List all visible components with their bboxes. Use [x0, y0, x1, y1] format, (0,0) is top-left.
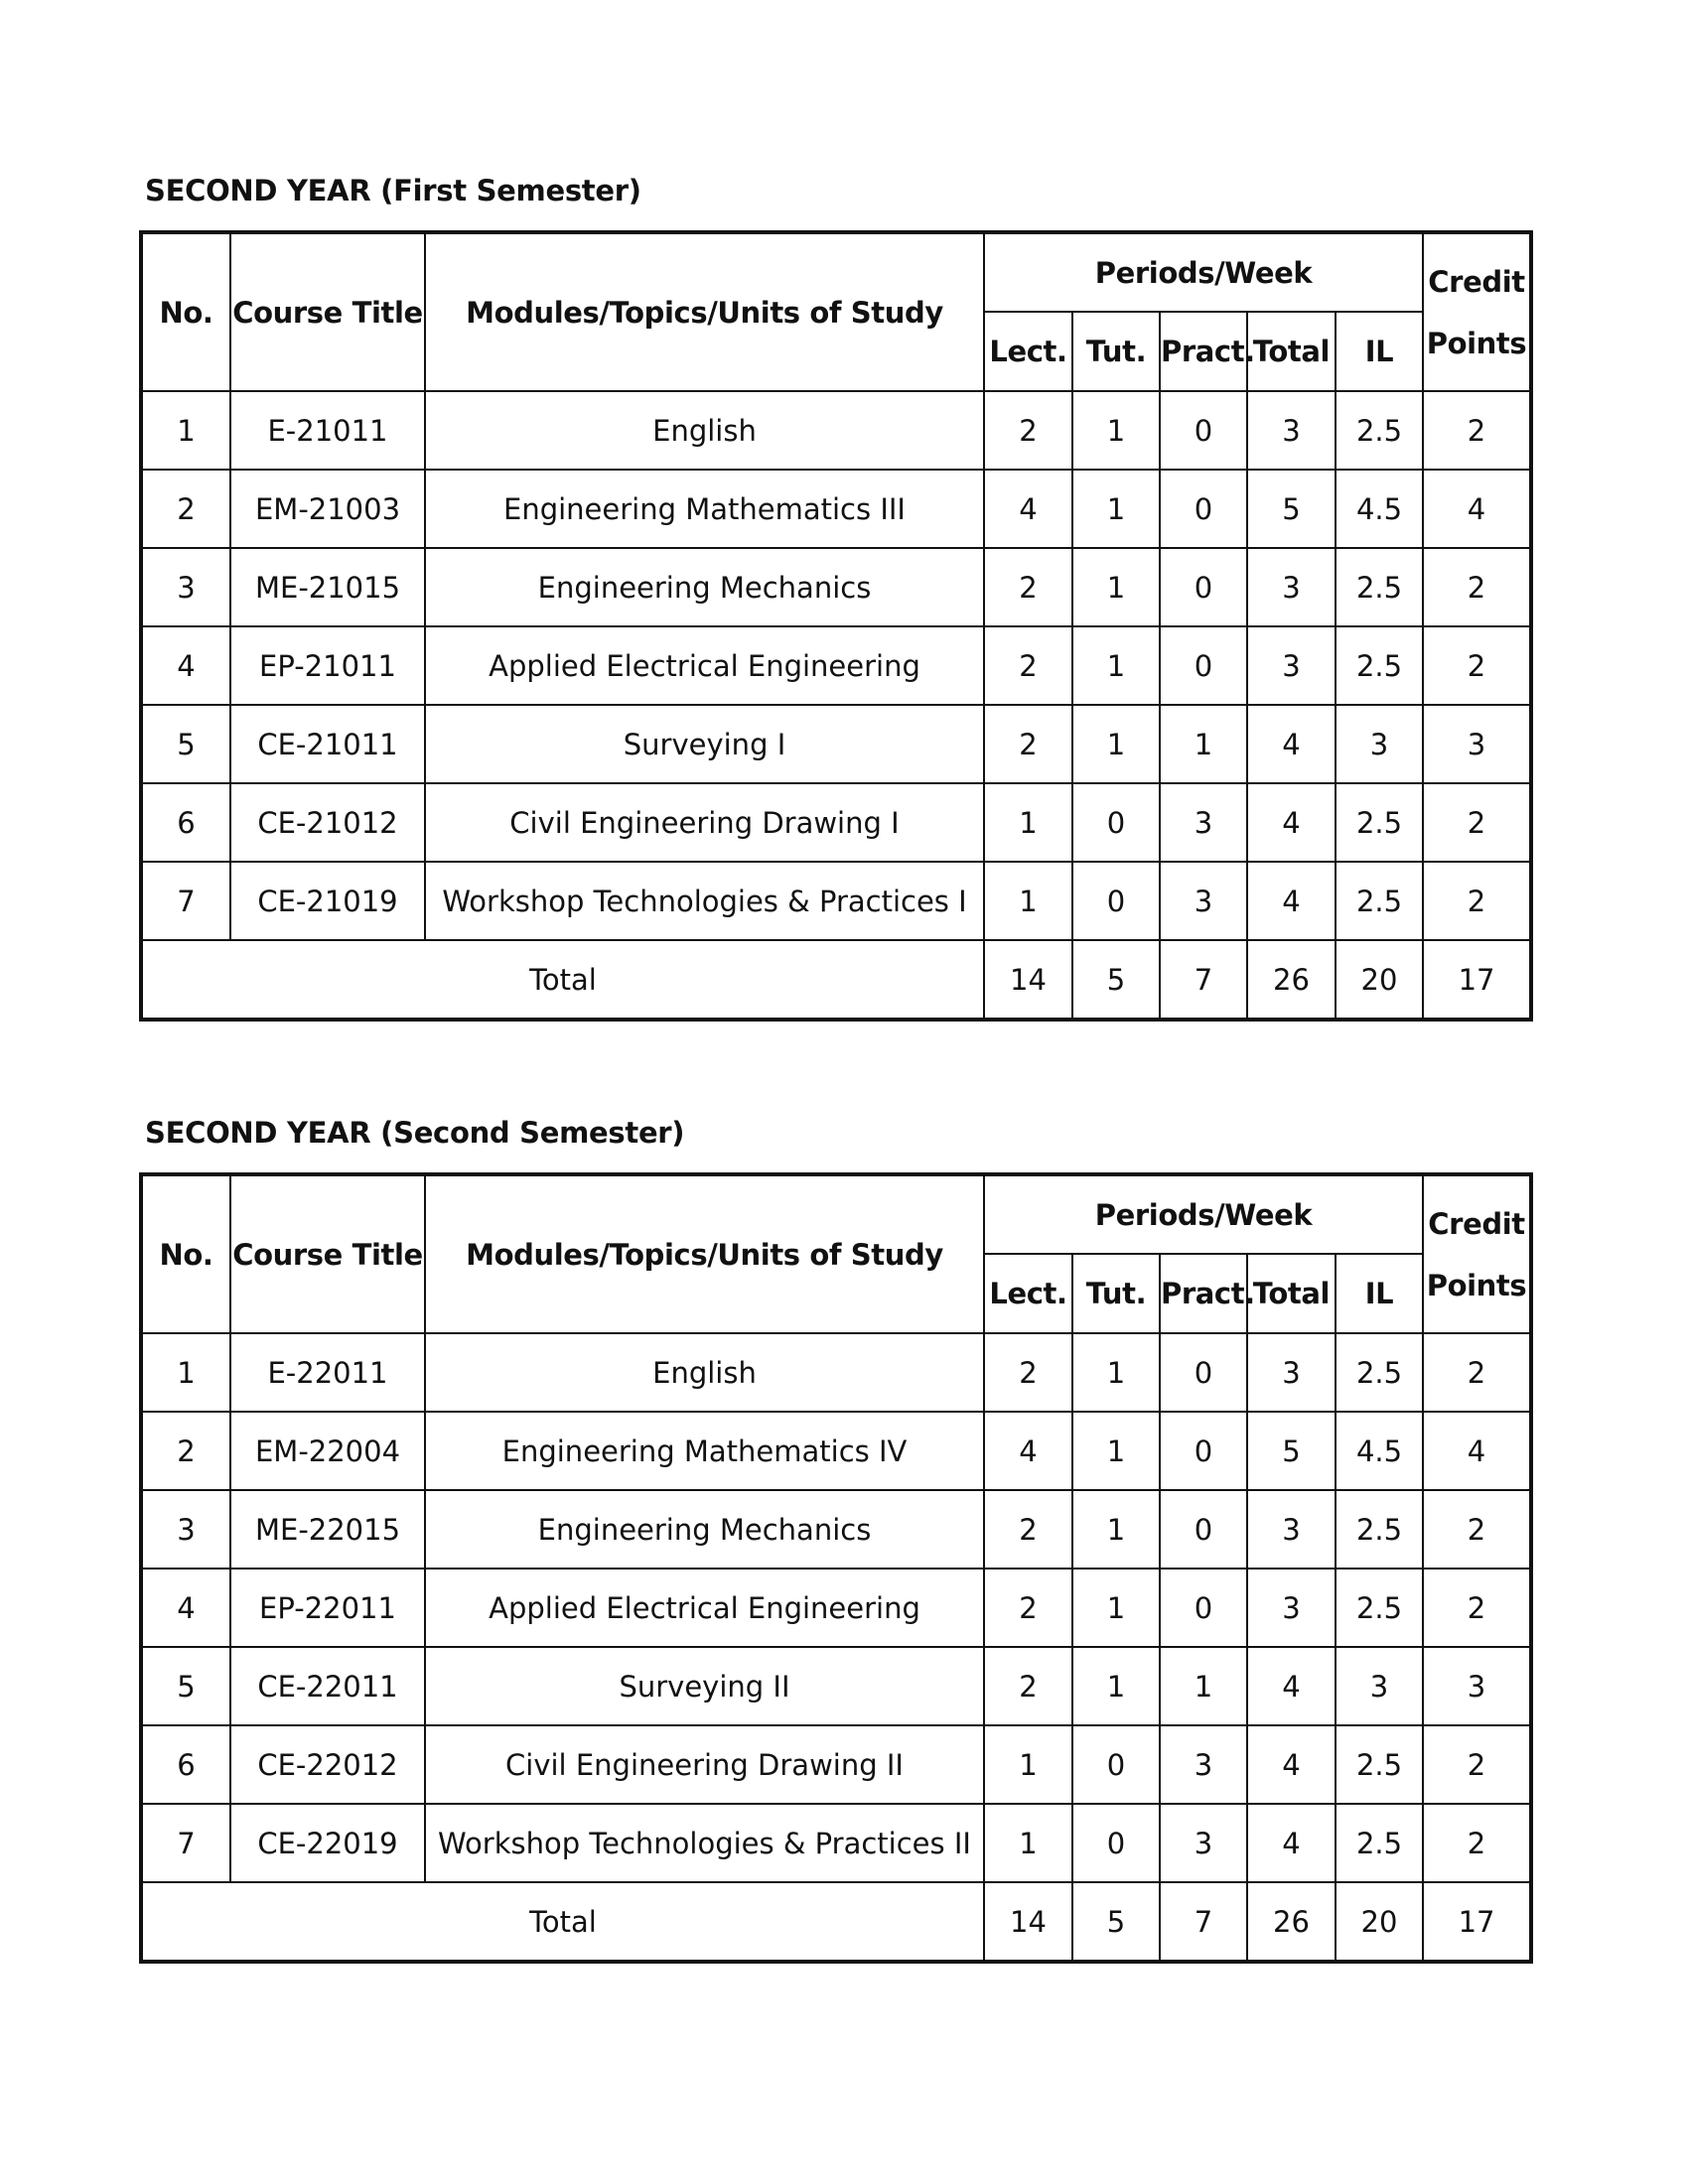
cell-tut: 1 [1072, 1333, 1160, 1412]
first-semester-section [139, 169, 1529, 1022]
cell-module: Surveying II [425, 1647, 984, 1725]
cell-lect: 1 [984, 862, 1072, 940]
cell-module: Engineering Mechanics [425, 1490, 984, 1569]
cell-course-code: CE-21019 [230, 862, 425, 940]
cell-credit: 3 [1423, 1647, 1531, 1725]
cell-total: 5 [1247, 1412, 1336, 1490]
cell-module: Engineering Mathematics III [425, 470, 984, 548]
table-row [141, 705, 1531, 783]
header-credit-points [1423, 232, 1531, 391]
header-course-title: Course Title [230, 1174, 425, 1333]
cell-il: 2.5 [1336, 1490, 1423, 1569]
cell-course-code: ME-22015 [230, 1490, 425, 1569]
cell-module: Engineering Mechanics [425, 548, 984, 626]
table-row [141, 391, 1531, 470]
header-periods-week: Periods/Week [984, 1174, 1423, 1254]
total-credit: 17 [1423, 1882, 1531, 1962]
cell-pract: 3 [1160, 1804, 1247, 1882]
cell-course-code: EP-21011 [230, 626, 425, 705]
total-row [141, 1882, 1531, 1962]
table-row [141, 1804, 1531, 1882]
cell-tut: 0 [1072, 783, 1160, 862]
cell-no: 7 [141, 1804, 230, 1882]
cell-module: Civil Engineering Drawing II [425, 1725, 984, 1804]
cell-tut: 1 [1072, 548, 1160, 626]
cell-no: 4 [141, 626, 230, 705]
cell-course-code: CE-22012 [230, 1725, 425, 1804]
cell-total: 4 [1247, 1804, 1336, 1882]
header-credit-line1: Credit [1428, 264, 1525, 299]
cell-il: 2.5 [1336, 1333, 1423, 1412]
cell-module: Applied Electrical Engineering [425, 626, 984, 705]
cell-course-code: CE-21012 [230, 783, 425, 862]
table-row [141, 1412, 1531, 1490]
cell-lect: 2 [984, 626, 1072, 705]
cell-no: 6 [141, 783, 230, 862]
cell-il: 2.5 [1336, 548, 1423, 626]
cell-il: 3 [1336, 705, 1423, 783]
cell-total: 3 [1247, 1569, 1336, 1647]
cell-tut: 1 [1072, 626, 1160, 705]
header-no: No. [141, 1174, 230, 1333]
cell-pract: 0 [1160, 1412, 1247, 1490]
table-row [141, 1569, 1531, 1647]
cell-total: 3 [1247, 1333, 1336, 1412]
cell-module: Workshop Technologies & Practices I [425, 862, 984, 940]
header-course-title: Course Title [230, 232, 425, 391]
total-row [141, 940, 1531, 1020]
total-label: Total [141, 1882, 984, 1962]
cell-tut: 1 [1072, 705, 1160, 783]
cell-total: 3 [1247, 391, 1336, 470]
total-il: 20 [1336, 940, 1423, 1020]
cell-pract: 0 [1160, 548, 1247, 626]
cell-pract: 0 [1160, 391, 1247, 470]
cell-tut: 0 [1072, 1725, 1160, 1804]
header-pract: Pract. [1160, 1254, 1247, 1333]
cell-module: Engineering Mathematics IV [425, 1412, 984, 1490]
cell-total: 4 [1247, 705, 1336, 783]
table-row [141, 1490, 1531, 1569]
cell-credit: 4 [1423, 470, 1531, 548]
curriculum-table [139, 1172, 1533, 1964]
cell-total: 4 [1247, 1725, 1336, 1804]
cell-module: Applied Electrical Engineering [425, 1569, 984, 1647]
cell-module: Surveying I [425, 705, 984, 783]
total-lect: 14 [984, 1882, 1072, 1962]
cell-lect: 2 [984, 548, 1072, 626]
header-modules: Modules/Topics/Units of Study [425, 232, 984, 391]
header-tut: Tut. [1072, 312, 1160, 391]
section-heading: SECOND YEAR (First Semester) [145, 174, 641, 207]
cell-credit: 2 [1423, 548, 1531, 626]
cell-module: English [425, 391, 984, 470]
cell-lect: 1 [984, 1804, 1072, 1882]
cell-tut: 1 [1072, 1490, 1160, 1569]
cell-tut: 1 [1072, 391, 1160, 470]
total-tut: 5 [1072, 940, 1160, 1020]
cell-module: English [425, 1333, 984, 1412]
cell-no: 7 [141, 862, 230, 940]
cell-tut: 0 [1072, 862, 1160, 940]
cell-il: 3 [1336, 1647, 1423, 1725]
total-il: 20 [1336, 1882, 1423, 1962]
cell-pract: 0 [1160, 470, 1247, 548]
total-tut: 5 [1072, 1882, 1160, 1962]
cell-pract: 3 [1160, 862, 1247, 940]
header-total: Total [1247, 312, 1336, 391]
cell-lect: 2 [984, 1333, 1072, 1412]
cell-total: 3 [1247, 1490, 1336, 1569]
cell-credit: 2 [1423, 1490, 1531, 1569]
cell-il: 2.5 [1336, 1725, 1423, 1804]
cell-total: 4 [1247, 783, 1336, 862]
cell-lect: 2 [984, 391, 1072, 470]
cell-lect: 4 [984, 1412, 1072, 1490]
cell-credit: 2 [1423, 391, 1531, 470]
cell-course-code: CE-22019 [230, 1804, 425, 1882]
header-credit-line2: Points [1426, 1268, 1527, 1302]
cell-pract: 1 [1160, 1647, 1247, 1725]
curriculum-table [139, 230, 1533, 1022]
course-rows [141, 391, 1531, 940]
table-row [141, 626, 1531, 705]
cell-course-code: ME-21015 [230, 548, 425, 626]
table-row [141, 1725, 1531, 1804]
cell-pract: 3 [1160, 783, 1247, 862]
header-il: IL [1336, 1254, 1423, 1333]
cell-total: 4 [1247, 1647, 1336, 1725]
cell-module: Civil Engineering Drawing I [425, 783, 984, 862]
total-total: 26 [1247, 940, 1336, 1020]
cell-credit: 2 [1423, 1569, 1531, 1647]
cell-il: 4.5 [1336, 470, 1423, 548]
cell-tut: 1 [1072, 470, 1160, 548]
cell-total: 3 [1247, 548, 1336, 626]
cell-no: 5 [141, 1647, 230, 1725]
cell-no: 4 [141, 1569, 230, 1647]
header-credit-points [1423, 1174, 1531, 1333]
total-label: Total [141, 940, 984, 1020]
cell-no: 6 [141, 1725, 230, 1804]
header-tut: Tut. [1072, 1254, 1160, 1333]
header-modules: Modules/Topics/Units of Study [425, 1174, 984, 1333]
cell-lect: 1 [984, 783, 1072, 862]
header-credit-line1: Credit [1428, 1206, 1525, 1241]
header-lect: Lect. [984, 1254, 1072, 1333]
table-row [141, 1333, 1531, 1412]
cell-lect: 2 [984, 1490, 1072, 1569]
cell-course-code: CE-22011 [230, 1647, 425, 1725]
total-pract: 7 [1160, 1882, 1247, 1962]
header-il: IL [1336, 312, 1423, 391]
cell-credit: 2 [1423, 862, 1531, 940]
section-heading: SECOND YEAR (Second Semester) [145, 1116, 685, 1150]
cell-credit: 2 [1423, 1333, 1531, 1412]
total-total: 26 [1247, 1882, 1336, 1962]
cell-course-code: CE-21011 [230, 705, 425, 783]
cell-pract: 3 [1160, 1725, 1247, 1804]
cell-pract: 0 [1160, 1333, 1247, 1412]
cell-tut: 0 [1072, 1804, 1160, 1882]
cell-no: 3 [141, 548, 230, 626]
header-total: Total [1247, 1254, 1336, 1333]
table-row [141, 783, 1531, 862]
total-credit: 17 [1423, 940, 1531, 1020]
cell-lect: 2 [984, 1647, 1072, 1725]
cell-no: 1 [141, 1333, 230, 1412]
cell-total: 5 [1247, 470, 1336, 548]
cell-course-code: E-22011 [230, 1333, 425, 1412]
cell-lect: 1 [984, 1725, 1072, 1804]
cell-il: 2.5 [1336, 1569, 1423, 1647]
cell-course-code: EP-22011 [230, 1569, 425, 1647]
total-lect: 14 [984, 940, 1072, 1020]
header-lect: Lect. [984, 312, 1072, 391]
header-periods-week: Periods/Week [984, 232, 1423, 312]
header-pract: Pract. [1160, 312, 1247, 391]
cell-pract: 1 [1160, 705, 1247, 783]
cell-tut: 1 [1072, 1647, 1160, 1725]
cell-tut: 1 [1072, 1569, 1160, 1647]
cell-lect: 2 [984, 1569, 1072, 1647]
cell-il: 2.5 [1336, 783, 1423, 862]
cell-course-code: E-21011 [230, 391, 425, 470]
table-row [141, 548, 1531, 626]
cell-credit: 3 [1423, 705, 1531, 783]
table-row [141, 470, 1531, 548]
cell-lect: 2 [984, 705, 1072, 783]
cell-no: 2 [141, 1412, 230, 1490]
cell-course-code: EM-21003 [230, 470, 425, 548]
cell-credit: 2 [1423, 626, 1531, 705]
cell-no: 1 [141, 391, 230, 470]
cell-credit: 2 [1423, 1804, 1531, 1882]
cell-no: 2 [141, 470, 230, 548]
course-rows [141, 1333, 1531, 1882]
second-semester-section [139, 1111, 1529, 1964]
cell-no: 3 [141, 1490, 230, 1569]
cell-credit: 2 [1423, 783, 1531, 862]
cell-il: 2.5 [1336, 626, 1423, 705]
cell-credit: 4 [1423, 1412, 1531, 1490]
cell-tut: 1 [1072, 1412, 1160, 1490]
cell-pract: 0 [1160, 626, 1247, 705]
total-pract: 7 [1160, 940, 1247, 1020]
cell-course-code: EM-22004 [230, 1412, 425, 1490]
cell-credit: 2 [1423, 1725, 1531, 1804]
cell-module: Workshop Technologies & Practices II [425, 1804, 984, 1882]
cell-il: 4.5 [1336, 1412, 1423, 1490]
cell-no: 5 [141, 705, 230, 783]
cell-il: 2.5 [1336, 862, 1423, 940]
table-row [141, 1647, 1531, 1725]
cell-total: 3 [1247, 626, 1336, 705]
cell-lect: 4 [984, 470, 1072, 548]
cell-il: 2.5 [1336, 391, 1423, 470]
cell-il: 2.5 [1336, 1804, 1423, 1882]
table-row [141, 862, 1531, 940]
cell-pract: 0 [1160, 1490, 1247, 1569]
cell-total: 4 [1247, 862, 1336, 940]
header-no: No. [141, 232, 230, 391]
header-credit-line2: Points [1426, 326, 1527, 360]
cell-pract: 0 [1160, 1569, 1247, 1647]
